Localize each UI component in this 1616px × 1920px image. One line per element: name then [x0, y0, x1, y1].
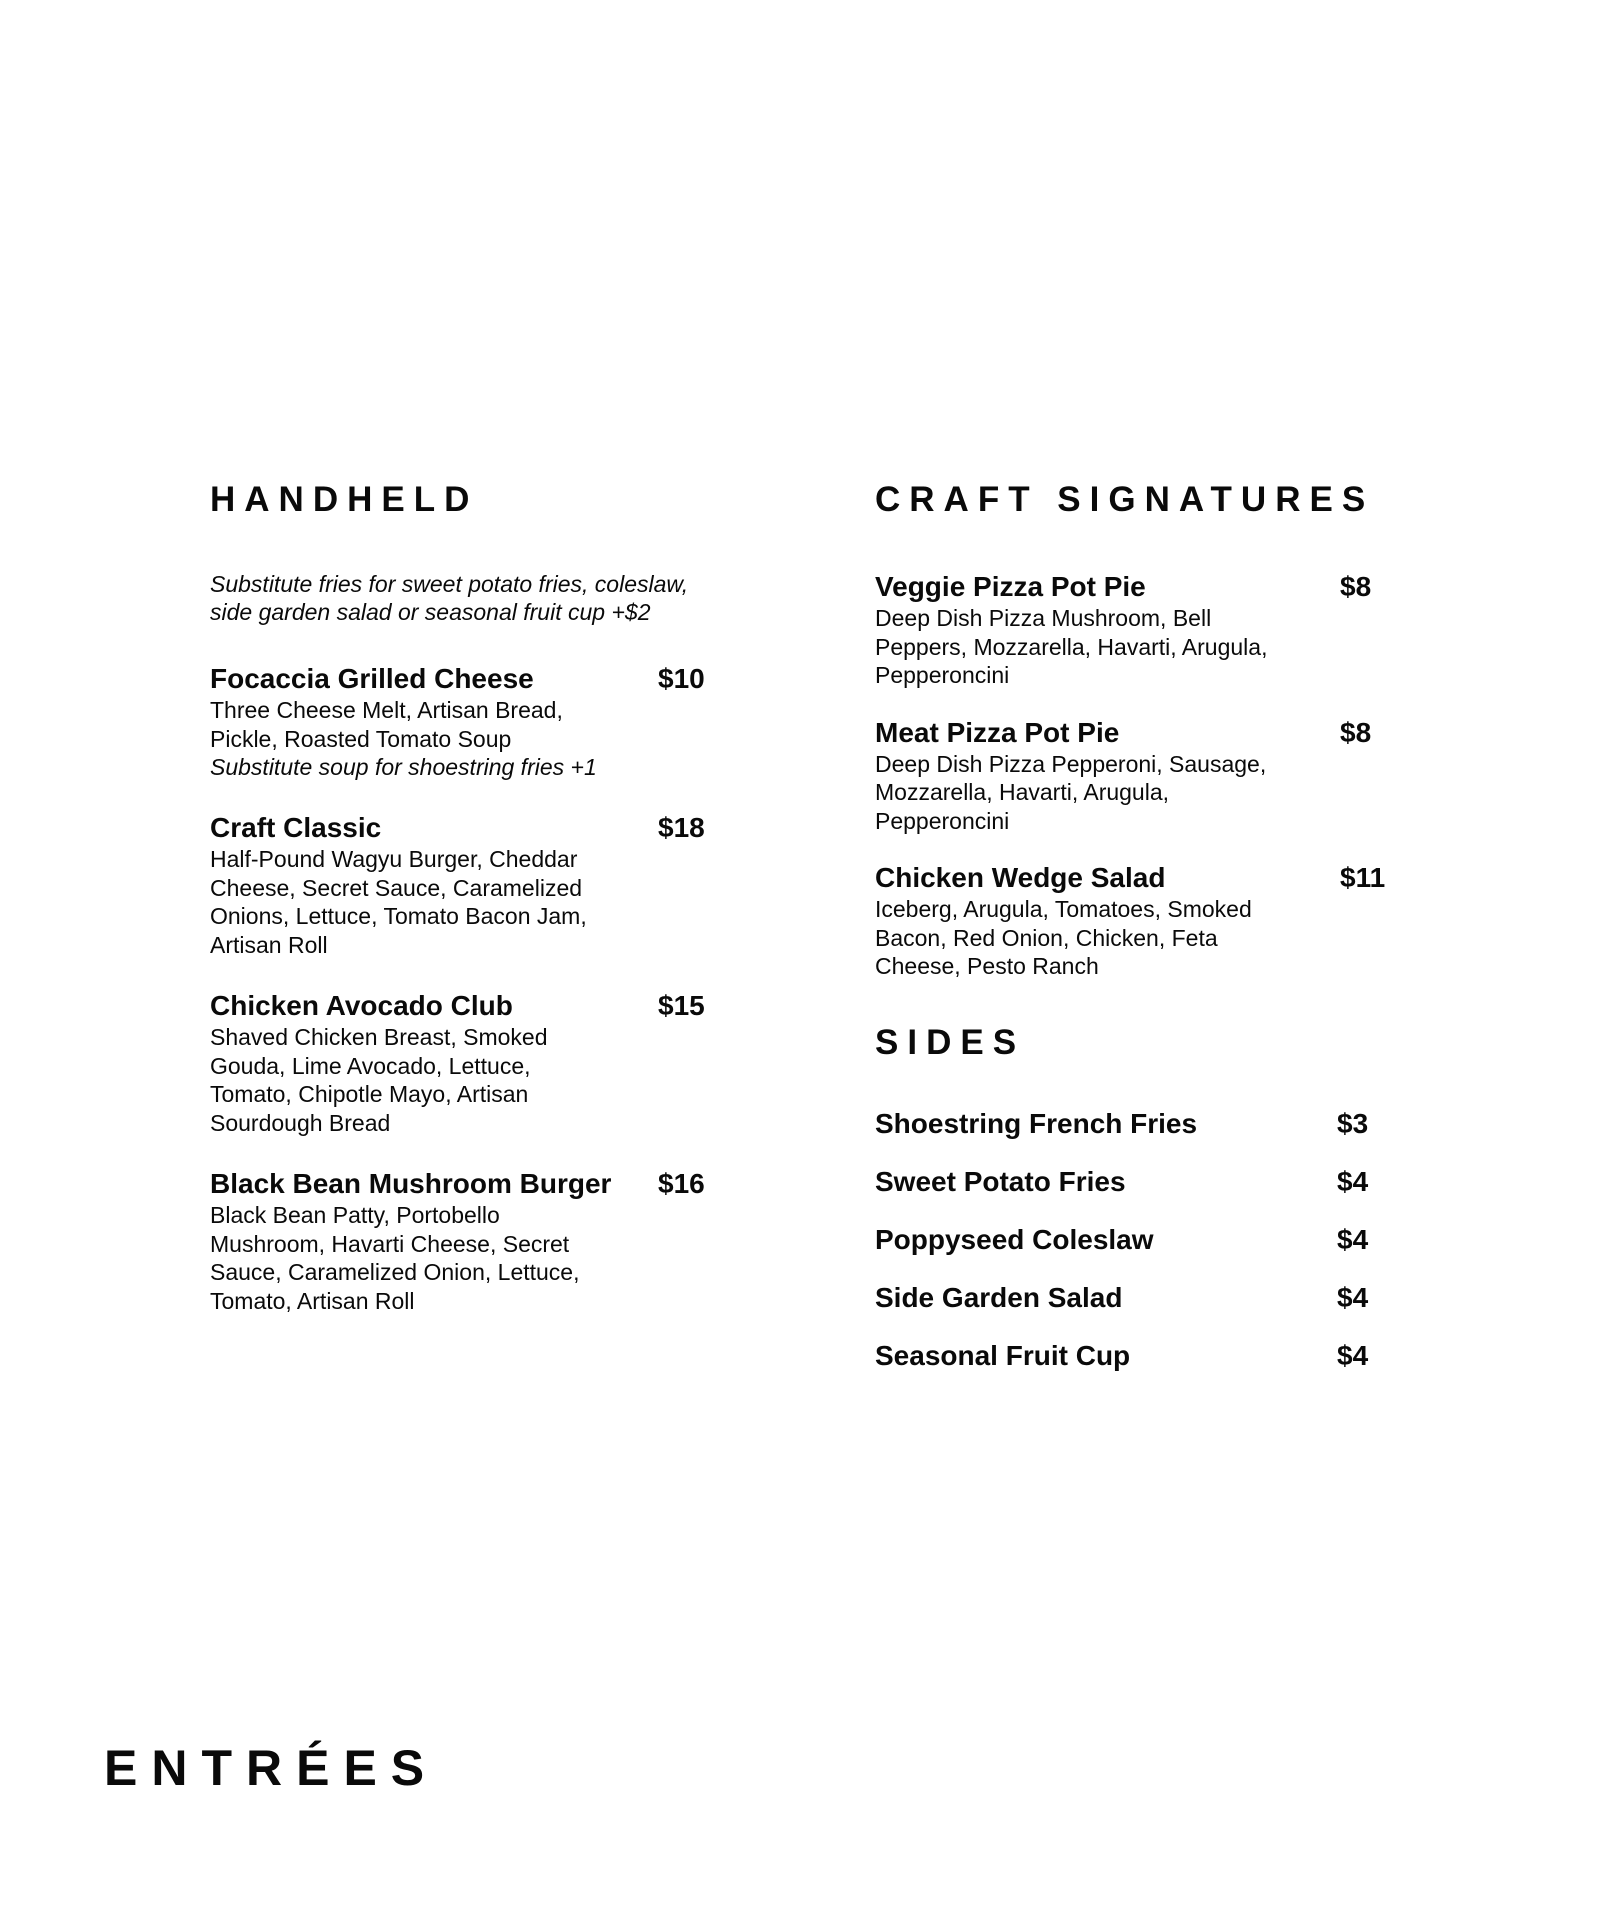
menu-item-black-bean-mushroom-burger [210, 1167, 720, 1315]
side-price: $3 [1337, 1107, 1369, 1139]
item-name: Chicken Wedge Salad [875, 862, 1166, 893]
craft-signatures-heading: CRAFT SIGNATURES [875, 480, 1375, 519]
menu-item-chicken-wedge-salad [875, 861, 1415, 981]
item-name: Black Bean Mushroom Burger [210, 1168, 612, 1199]
item-name: Focaccia Grilled Cheese [210, 663, 534, 694]
item-description: Half-Pound Wagyu Burger, Cheddar Cheese, Secret Sauce, Caramelized Onions, Lettuce, Tomato Bacon Jam, Artisan Roll [210, 846, 587, 958]
side-price: $4 [1337, 1165, 1369, 1197]
item-description: Iceberg, Arugula, Tomatoes, Smoked Bacon, Red Onion, Chicken, Feta Cheese, Pesto Ranch [875, 896, 1252, 979]
item-description: Black Bean Patty, Portobello Mushroom, Havarti Cheese, Secret Sauce, Caramelized Onion, Lettuce, Tomato, Artisan Roll [210, 1202, 580, 1314]
side-price: $4 [1337, 1281, 1369, 1313]
item-description: Deep Dish Pizza Mushroom, Bell Peppers, Mozzarella, Havarti, Arugula, Pepperoncini [875, 605, 1268, 688]
item-price: $10 [658, 663, 705, 694]
menu-item-focaccia-grilled-cheese [210, 662, 720, 781]
menu-item-chicken-avocado-club [210, 989, 720, 1137]
handheld-section [210, 480, 720, 1315]
side-price: $4 [1337, 1223, 1369, 1255]
item-price: $16 [658, 1168, 705, 1199]
side-item-sweet-potato-fries [875, 1165, 1415, 1223]
sides-heading: SIDES [875, 1022, 1026, 1062]
side-item-poppyseed-coleslaw [875, 1223, 1415, 1281]
craft-signatures-section [875, 480, 1415, 1397]
item-price: $11 [1340, 862, 1386, 893]
sides-section [875, 1023, 1415, 1397]
side-price: $4 [1337, 1339, 1369, 1371]
item-description: Shaved Chicken Breast, Smoked Gouda, Lime Avocado, Lettuce, Tomato, Chipotle Mayo, Artisan Sourdough Bread [210, 1024, 548, 1136]
side-name: Side Garden Salad [875, 1281, 1123, 1313]
item-description: Deep Dish Pizza Pepperoni, Sausage, Mozzarella, Havarti, Arugula, Pepperoncini [875, 750, 1267, 834]
handheld-substitution-note: Substitute fries for sweet potato fries, coleslaw, side garden salad or seasonal fruit cup +$2 [210, 571, 689, 625]
item-name: Meat Pizza Pot Pie [875, 716, 1120, 748]
side-name: Sweet Potato Fries [875, 1165, 1126, 1197]
side-item-seasonal-fruit-cup [875, 1339, 1415, 1397]
item-price: $18 [658, 812, 705, 843]
item-name: Chicken Avocado Club [210, 990, 513, 1021]
side-name: Shoestring French Fries [875, 1107, 1198, 1139]
item-name: Craft Classic [210, 812, 382, 843]
menu-item-veggie-pizza-pot-pie [875, 570, 1415, 690]
item-substitution-note: Substitute soup for shoestring fries +1 [210, 754, 597, 780]
side-item-side-garden-salad [875, 1281, 1415, 1339]
item-price: $8 [1340, 716, 1372, 748]
side-name: Poppyseed Coleslaw [875, 1223, 1154, 1255]
item-description: Three Cheese Melt, Artisan Bread, Pickle, Roasted Tomato Soup [210, 697, 563, 752]
handheld-heading: HANDHELD [210, 480, 479, 519]
side-name: Seasonal Fruit Cup [875, 1339, 1131, 1371]
item-price: $8 [1340, 571, 1372, 602]
item-price: $15 [658, 990, 705, 1021]
item-name: Veggie Pizza Pot Pie [875, 571, 1146, 602]
menu-item-meat-pizza-pot-pie [875, 716, 1415, 836]
menu-item-craft-classic [210, 811, 720, 959]
side-item-shoestring-french-fries [875, 1107, 1415, 1165]
entrees-page-title: ENTRÉES [104, 1740, 439, 1796]
